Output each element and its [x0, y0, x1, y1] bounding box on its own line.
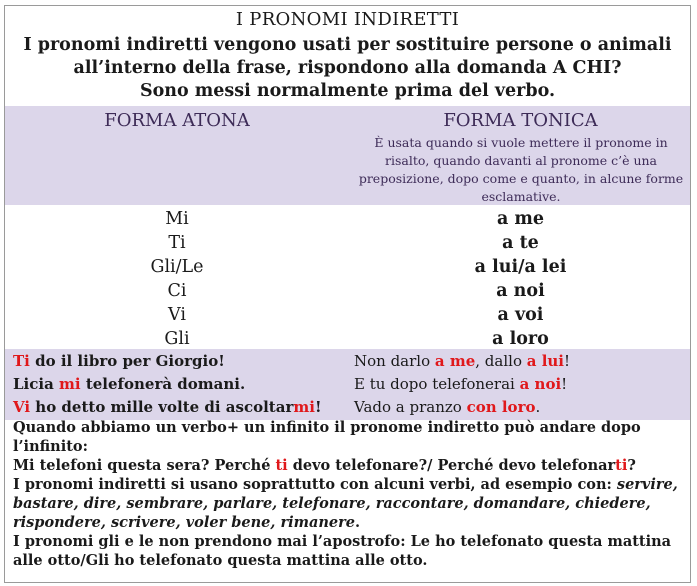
tonica-pronoun: a lui/a lei: [474, 257, 567, 277]
page-title: I PRONOMI INDIRETTI: [235, 9, 460, 30]
tonica-pronoun: a me: [496, 209, 545, 229]
example-tonica: [354, 350, 570, 373]
intro-line-2: all’interno della frase, rispondono alla domanda A CHI?: [73, 58, 622, 78]
highlight-pronoun: mi: [293, 398, 315, 416]
pronoun-pairs: [5, 207, 690, 351]
highlight-pronoun: mi: [59, 375, 81, 393]
example-row: [5, 373, 690, 396]
example-text: !: [564, 352, 571, 370]
atona-pronoun: Mi: [165, 209, 189, 229]
note-example: [13, 456, 685, 475]
note-text: I pronomi indiretti si usano soprattutto con alcuni verbi, ad esempio con:: [13, 476, 617, 493]
header-forma-atona: FORMA ATONA: [104, 110, 250, 131]
note-text: .: [355, 514, 361, 531]
pronoun-pair: [5, 207, 690, 231]
highlight-pronoun: a lui: [526, 352, 564, 370]
example-text: Mi telefoni questa sera? Perché: [13, 457, 276, 474]
example-atona: [13, 373, 245, 396]
note-infinito: Quando abbiamo un verbo+ un infinito il pronome indiretto può andare dopo l’infinito:: [13, 419, 641, 455]
highlight-pronoun: Vi: [13, 398, 31, 416]
example-text: do il libro per Giorgio!: [29, 352, 225, 370]
atona-pronoun: Ci: [167, 281, 187, 301]
example-tonica: [354, 373, 567, 396]
pronoun-pair: [5, 255, 690, 279]
atona-pronoun: Gli: [164, 329, 190, 349]
example-text: Licia: [13, 375, 60, 393]
highlight-pronoun: a noi: [519, 375, 562, 393]
example-text: , dallo: [475, 352, 527, 370]
grammar-notes: [13, 418, 685, 570]
tonica-pronoun: a noi: [496, 281, 545, 301]
note-apostrofo: I pronomi gli e le non prendono mai l’apostrofo: Le ho telefonato questa mattina alle otto/Gli ho telefonato questa mattina alle otto.: [13, 533, 672, 569]
example-atona: [13, 396, 322, 419]
example-text: ho detto mille volte di ascoltar: [30, 398, 294, 416]
example-text: .: [535, 398, 541, 416]
intro-line-1: I pronomi indiretti vengono usati per sostituire persone o animali: [23, 35, 672, 55]
note-verbi: [13, 475, 685, 532]
verb-list: servire, bastare, dire, sembrare, parlare, telefonare, raccontare, domandare, chiedere, rispondere, scrivere, voler bene, rimanere: [13, 476, 678, 531]
atona-pronoun: Ti: [168, 233, 186, 253]
example-text: E tu dopo telefonerai: [354, 375, 520, 393]
highlight-pronoun: Ti: [13, 352, 30, 370]
atona-pronoun: Gli/Le: [150, 257, 204, 277]
example-text: devo telefonare?/ Perché devo telefonar: [287, 457, 616, 474]
atona-pronoun: Vi: [168, 305, 186, 325]
tonica-pronoun: a te: [502, 233, 539, 253]
forma-tonica-description: È usata quando si vuole mettere il pronome in risalto, quando davanti al pronome c’è una preposizione, dopo come e quanto, in alcune forme esclamative.: [358, 135, 684, 204]
example-text: !: [314, 398, 322, 416]
highlight-pronoun: con loro: [466, 398, 536, 416]
pronoun-pair: [5, 279, 690, 303]
pronoun-pair: [5, 231, 690, 255]
example-tonica: [354, 396, 540, 419]
example-sentences: [5, 350, 690, 419]
example-row: [5, 350, 690, 373]
example-text: Vado a pranzo: [354, 398, 467, 416]
intro-text: [5, 34, 690, 103]
header-forma-tonica: FORMA TONICA: [443, 110, 598, 131]
example-text: !: [561, 375, 568, 393]
pronoun-pair: [5, 303, 690, 327]
intro-line-3: Sono messi normalmente prima del verbo.: [139, 81, 556, 101]
example-row: [5, 396, 690, 419]
pronoun-pair: [5, 327, 690, 351]
highlight-pronoun: ti: [615, 457, 628, 474]
highlight-pronoun: a me: [434, 352, 476, 370]
document-table: [4, 5, 691, 583]
example-text: ?: [627, 457, 636, 474]
example-text: telefonerà domani.: [80, 375, 246, 393]
tonica-pronoun: a loro: [492, 329, 549, 349]
highlight-pronoun: ti: [275, 457, 288, 474]
tonica-pronoun: a voi: [497, 305, 544, 325]
example-atona: [13, 350, 225, 373]
example-text: Non darlo: [354, 352, 435, 370]
